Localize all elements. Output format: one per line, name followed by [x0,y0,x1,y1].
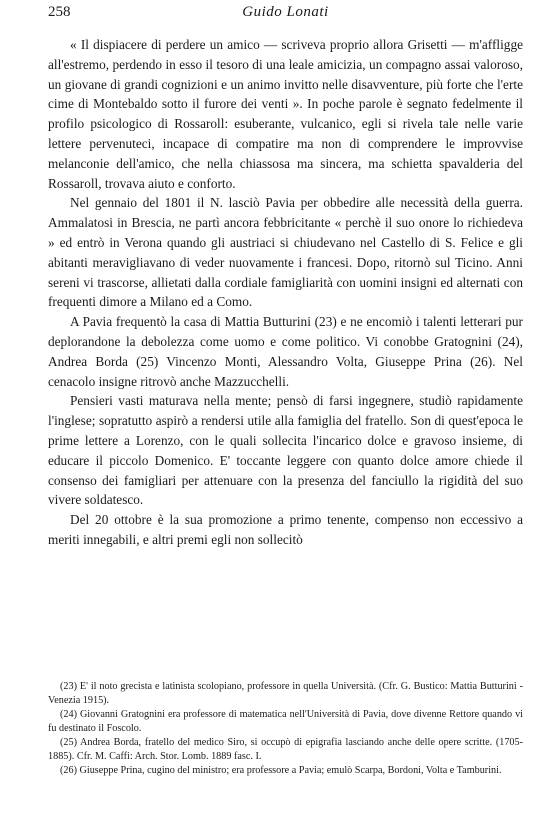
body-text [48,35,523,550]
footnotes [48,680,523,778]
footnote: (25) Andrea Borda, fratello del medico Siro, si occupò di epigrafia lasciando anche delle opere scritte. (1705-1885). Cfr. M. Caffi: Arch. Stor. Lomb. 1889 fasc. I. [48,737,523,762]
footnote: (23) E' il noto grecista e latinista scolopiano, professore in quella Università. (Cfr. G. Bustico: Mattia Butturini - Venezia 1915). [48,681,523,706]
paragraph: « Il dispiacere di perdere un amico — scriveva proprio allora Grisetti — m'affligge all'estremo, perdendo in esso il tesoro di una leale amicizia, un compagno assai valoroso, un giovane di grandi cognizioni e un animo invitto nelle disavventure, più forte che l'erte cime di Montebaldo sotto il furore dei venti ». In poche parole è segnato fedelmente il profilo psicologico di Rossaroll: esuberante, vulcanico, egli si rivela tale nelle varie lettere pervenuteci, incapace di compatire ma non di comprendere le improvvise melanconie dell'amico, che nella chiassosa ma sincera, ma schietta spavalderia del Rossaroll, trovava aiuto e conforto. [48,37,523,191]
footnote: (24) Giovanni Gratognini era professore di matematica nell'Università di Pavia, dove divenne Rettore quando vi fu destinato il Foscolo. [48,709,523,734]
paragraph: A Pavia frequentò la casa di Mattia Butturini (23) e ne encomiò i talenti letterari pur deplorandone la debolezza come uomo e come politico. Vi conobbe Gratognini (24), Andrea Borda (25) Vincenzo Monti, Alessandro Volta, Giuseppe Prina (26). Nel cenacolo insigne ritrovò anche Mazzucchelli. [48,314,523,389]
page-number: 258 [48,4,71,20]
paragraph: Del 20 ottobre è la sua promozione a primo tenente, compenso non eccessivo a meriti innegabili, e altri premi egli non sollecitò [48,512,523,547]
paragraph: Nel gennaio del 1801 il N. lasciò Pavia per obbedire alle necessità della guerra. Ammalatosi in Brescia, ne partì ancora febbricitante « perchè il suo onore lo richiedeva » ed entrò in Verona quando gli austriaci si chiudevano nel Castello di S. Felice e gli abitanti meravigliavano di veder nuovamente i francesi. Dopo, ritornò sul Ticino. Anni sereni vi trascorse, allietati dalla cordiale famigliarità con uomini insigni ed alternati con frequenti dimore a Milano ed a Como. [48,195,523,310]
page-header [48,4,523,28]
running-head: Guido Lonati [242,4,329,20]
footnote: (26) Giuseppe Prina, cugino del ministro; era professore a Pavia; emulò Scarpa, Bordoni, Volta e Tamburini. [60,765,502,776]
paragraph: Pensieri vasti maturava nella mente; pensò di farsi ingegnere, studiò rapidamente l'inglese; sopratutto aspirò a rendersi utile alla famiglia del fratello. Son di quest'epoca le prime lettere a Lorenzo, con le quali sollecita l'incarico dolce e gravoso insieme, di educare il piccolo Domenico. E' toccante leggere con quanto dolce amore chiede il consenso dei famigliari per attenuare con la presenza del fanciullo la rigidità del suo vivere soldatesco. [48,393,523,508]
